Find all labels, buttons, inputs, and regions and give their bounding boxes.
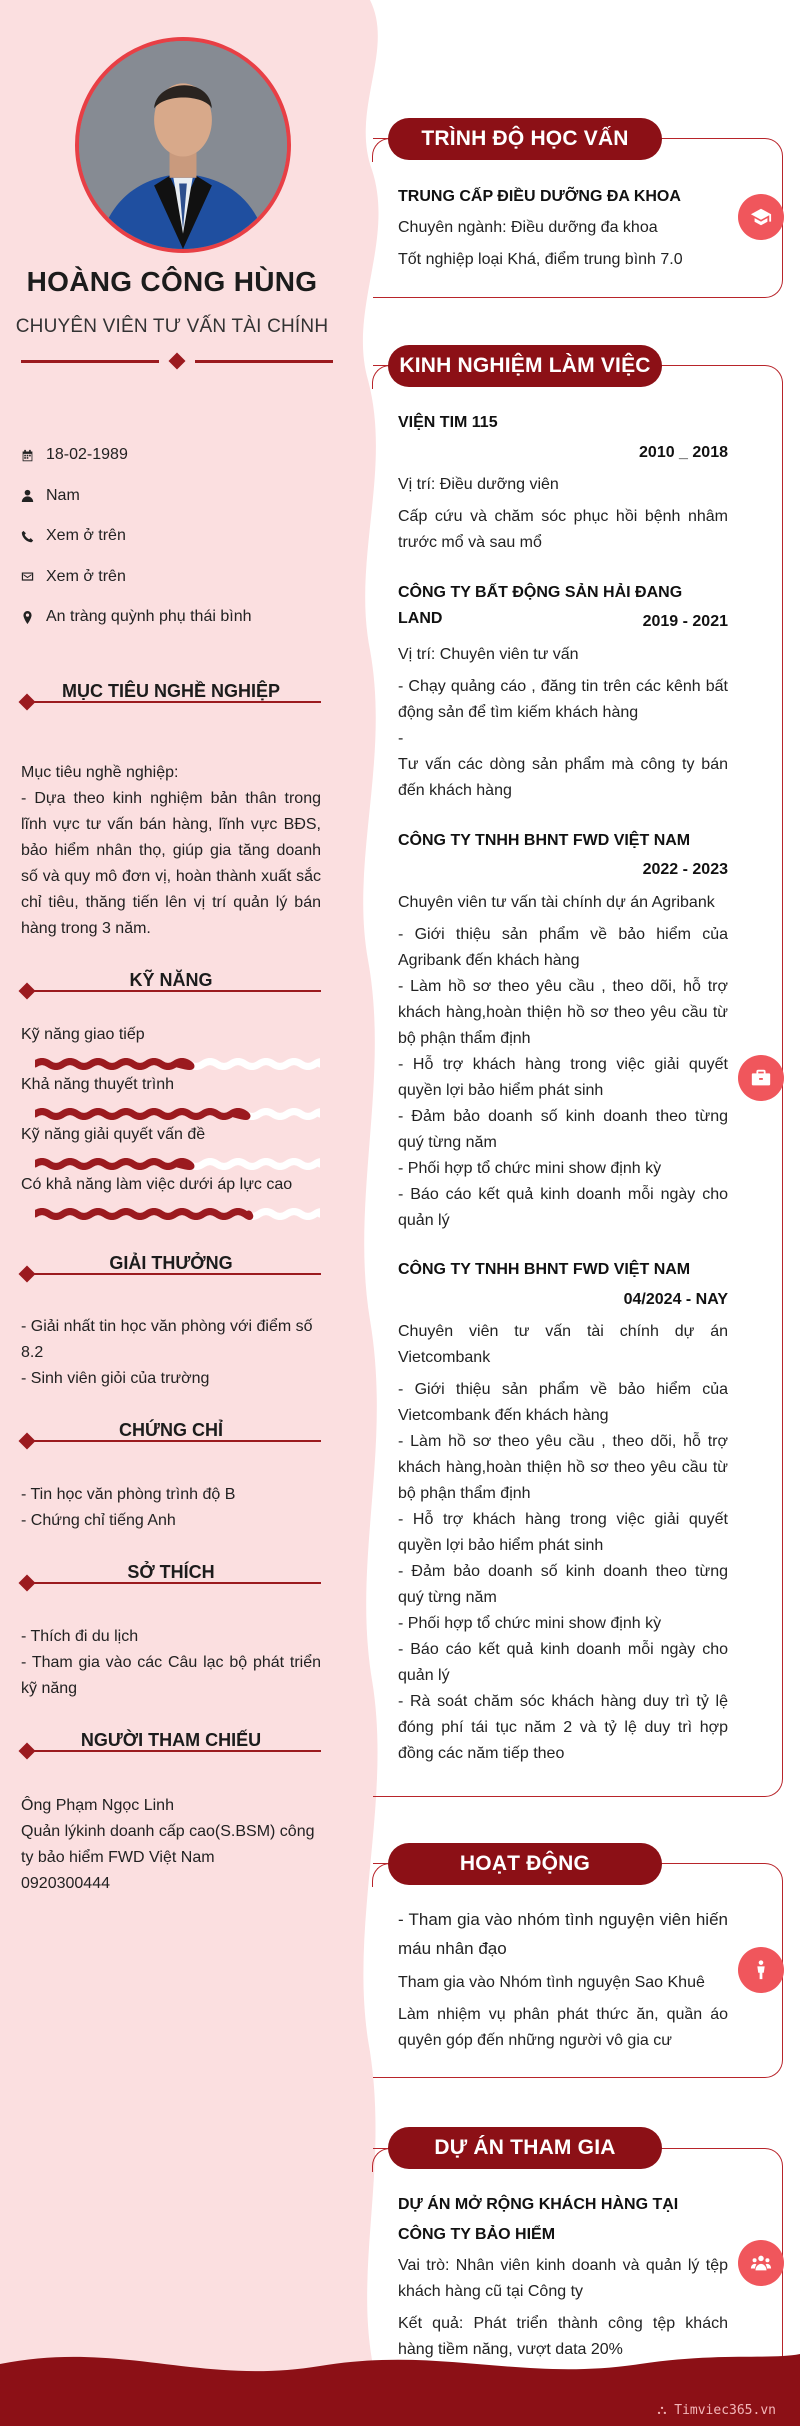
certificates-list: [21, 1482, 321, 1534]
experience-heading: KINH NGHIỆM LÀM VIỆC: [388, 345, 662, 387]
job-line: - Rà soát chăm sóc khách hàng duy trì tỷ lệ đóng phí tái tục năm 2 và tỷ lệ duy trì hợp đồng các năm tiếp theo: [398, 1693, 728, 1762]
envelope-icon: [21, 570, 46, 583]
contact-address: [21, 597, 341, 638]
job-line: - Làm hồ sơ theo yêu cầu , theo dõi, hỗ trợ khách hàng,hoàn thiện hồ sơ theo yêu cầu từ bộ phận thẩm định: [398, 978, 728, 1047]
project-line: Kết quả: Phát triển thành công tệp khách hàng tiềm năng, vượt data 20%: [398, 2315, 728, 2358]
section-title: NGƯỜI THAM CHIẾU: [80, 1730, 262, 1750]
job-line: - Đảm bảo doanh số kinh doanh theo từng quý từng năm: [398, 1108, 728, 1151]
hobby-item: - Tham gia vào các Câu lạc bộ phát triển kỹ năng: [21, 1654, 321, 1697]
job-line: - Đảm bảo doanh số kinh doanh theo từng quý từng năm: [398, 1563, 728, 1606]
skill-bar-fill: [35, 1212, 250, 1217]
education-result: Tốt nghiệp loại Khá, điểm trung bình 7.0: [398, 251, 683, 268]
references-list: [21, 1793, 321, 1897]
education-school: TRUNG CẤP ĐIỀU DƯỠNG ĐA KHOA: [398, 188, 681, 205]
contact-birthday: [21, 435, 341, 476]
title-divider: [21, 355, 333, 367]
user-icon: [21, 489, 46, 502]
skill-name: Kỹ năng giao tiếp: [21, 1026, 145, 1043]
job-line: - Hỗ trợ khách hàng trong việc giải quyết quyền lợi bảo hiểm phát sinh: [398, 1511, 728, 1554]
job-details: [398, 1319, 728, 1767]
education-major: Chuyên ngành: Điều dưỡng đa khoa: [398, 219, 658, 236]
job-line: - Giới thiệu sản phẩm về bảo hiểm của Vietcombank đến khách hàng: [398, 1381, 728, 1424]
job-line: - Giới thiệu sản phẩm về bảo hiểm của Agribank đến khách hàng: [398, 926, 728, 969]
award-item: - Sinh viên giỏi của trường: [21, 1370, 210, 1387]
skill-bar: [35, 1058, 320, 1070]
contact-value: 18-02-1989: [46, 446, 128, 464]
section-title: KỸ NĂNG: [129, 970, 213, 990]
watermark: ⛬ Timviec365.vn: [657, 2403, 776, 2418]
references-heading: [21, 1730, 321, 1754]
hobby-item: - Thích đi du lịch: [21, 1628, 139, 1645]
activity-line: Tham gia vào Nhóm tình nguyện Sao Khuê: [398, 1974, 705, 1991]
location-icon: [21, 611, 46, 624]
job-period: 2022 - 2023: [642, 861, 728, 878]
job-company: VIỆN TIM 115: [398, 414, 498, 431]
reference-position: Quản lýkinh doanh cấp cao(S.BSM) công ty bảo hiểm FWD Việt Nam: [21, 1823, 315, 1866]
skill-name: Khả năng thuyết trình: [21, 1076, 174, 1093]
awards-list: [21, 1314, 321, 1392]
education-heading: TRÌNH ĐỘ HỌC VẤN: [388, 118, 662, 160]
job-period: 2019 - 2021: [642, 613, 728, 630]
graduation-cap-icon: [738, 194, 784, 240]
job-details: [398, 890, 728, 1234]
job-line: - Phối hợp tổ chức mini show định kỳ: [398, 1615, 662, 1632]
section-title: SỞ THÍCH: [127, 1562, 215, 1582]
job-line: Cấp cứu và chăm sóc phục hồi bệnh nhâm trước mổ và sau mổ: [398, 508, 728, 551]
skill-name: Kỹ năng giải quyết vấn đề: [21, 1126, 206, 1143]
activity-line: Làm nhiệm vụ phân phát thức ăn, quần áo quyên góp đến những người vô gia cư: [398, 2006, 728, 2049]
job-company: CÔNG TY TNHH BHNT FWD VIỆT NAM: [398, 832, 691, 849]
award-item: - Giải nhất tin học văn phòng với điểm số 8.2: [21, 1318, 313, 1361]
job-period: 2010 _ 2018: [639, 444, 728, 461]
avatar: [75, 37, 291, 253]
activity-title: - Tham gia vào nhóm tình nguyện viên hiến máu nhân đạo: [398, 1910, 728, 1958]
objective-text: Mục tiêu nghề nghiệp: - Dựa theo kinh nghiệm bản thân trong lĩnh vực tư vấn bán hàng, lĩnh vực BĐS, bảo hiểm nhân thọ, giúp gia tăng doanh số và quy mô đơn vị, hoàn thành xuất sắc chỉ tiêu, thăng tiến lên vị trí quản lý bán hàng trong 3 năm.: [21, 764, 321, 937]
project-title: DỰ ÁN MỞ RỘNG KHÁCH HÀNG TẠI CÔNG TY BẢO HIỂM: [398, 2196, 679, 2243]
project-line: Vai trò: Nhân viên kinh doanh và quản lý tệp khách hàng cũ tại Công ty: [398, 2257, 728, 2300]
awards-heading: [21, 1253, 321, 1277]
reference-name: Ông Phạm Ngọc Linh: [21, 1797, 174, 1814]
job-line: Vị trí: Chuyên viên tư vấn: [398, 646, 579, 663]
certificate-item: - Tin học văn phòng trình độ B: [21, 1486, 236, 1503]
skill-bar-fill: [35, 1112, 247, 1117]
contact-value: Nam: [46, 486, 80, 504]
job-line: - Hỗ trợ khách hàng trong việc giải quyết quyền lợi bảo hiểm phát sinh: [398, 1056, 728, 1099]
profile-photo: [79, 41, 287, 249]
skill-bar: [35, 1208, 320, 1220]
contact-value: Xem ở trên: [46, 527, 126, 545]
projects-heading: DỰ ÁN THAM GIA: [388, 2127, 662, 2169]
job-period: 04/2024 - NAY: [623, 1291, 728, 1308]
job-line: Vị trí: Điều dưỡng viên: [398, 476, 559, 493]
calendar-icon: [21, 449, 46, 462]
job-line: Tư vấn các dòng sản phẩm mà công ty bán đến khách hàng: [398, 756, 728, 799]
section-title: CHỨNG CHỈ: [119, 1420, 223, 1440]
contact-gender: [21, 476, 341, 517]
job-company: CÔNG TY TNHH BHNT FWD VIỆT NAM: [398, 1261, 691, 1278]
job-line: - Chạy quảng cáo , đăng tin trên các kênh bất động sản để tìm kiếm khách hàng: [398, 678, 728, 721]
candidate-name: HOÀNG CÔNG HÙNG: [26, 266, 318, 297]
objective-heading: [21, 681, 321, 705]
users-icon: [738, 2240, 784, 2286]
skills-heading: [21, 970, 321, 994]
reference-phone: 0920300444: [21, 1875, 110, 1892]
activities-heading: HOẠT ĐỘNG: [388, 1843, 662, 1885]
section-title: MỤC TIÊU NGHỀ NGHIỆP: [61, 681, 280, 701]
skill-bar: [35, 1158, 320, 1170]
job-line: Chuyên viên tư vấn tài chính dự án Agribank: [398, 894, 715, 911]
person-icon: [738, 1947, 784, 1993]
job-line: -: [398, 730, 404, 747]
contact-list: [21, 435, 341, 638]
skill-bar: [35, 1108, 320, 1120]
activity-details: [398, 1970, 728, 2054]
certificates-heading: [21, 1420, 321, 1444]
contact-value: Xem ở trên: [46, 567, 126, 585]
job-details: [398, 642, 728, 804]
contact-value: An tràng quỳnh phụ thái bình: [46, 608, 252, 626]
skill-bar-fill: [35, 1162, 191, 1167]
hobbies-heading: [21, 1562, 321, 1586]
candidate-job-title: CHUYÊN VIÊN TƯ VẤN TÀI CHÍNH: [15, 316, 329, 337]
contact-email: [21, 557, 341, 598]
job-line: - Làm hồ sơ theo yêu cầu , theo dõi, hỗ trợ khách hàng,hoàn thiện hồ sơ theo yêu cầu từ bộ phận thẩm định: [398, 1433, 728, 1502]
contact-phone: [21, 516, 341, 557]
skill-name: Có khả năng làm việc dưới áp lực cao: [21, 1176, 293, 1193]
briefcase-icon: [738, 1055, 784, 1101]
job-line: - Báo cáo kết quả kinh doanh mỗi ngày cho quản lý: [398, 1641, 728, 1684]
job-line: - Báo cáo kết quả kinh doanh mỗi ngày cho quản lý: [398, 1186, 728, 1229]
job-line: - Phối hợp tổ chức mini show định kỳ: [398, 1160, 662, 1177]
job-company: CÔNG TY BẤT ĐỘNG SẢN HẢI ĐANG LAND: [398, 584, 683, 627]
phone-icon: [21, 530, 46, 543]
hobbies-list: [21, 1624, 321, 1702]
job-line: Chuyên viên tư vấn tài chính dự án Vietcombank: [398, 1323, 728, 1366]
job-details: [398, 472, 728, 556]
certificate-item: - Chứng chỉ tiếng Anh: [21, 1512, 176, 1529]
skill-bar-fill: [35, 1062, 191, 1067]
section-title: GIẢI THƯỞNG: [109, 1253, 233, 1273]
